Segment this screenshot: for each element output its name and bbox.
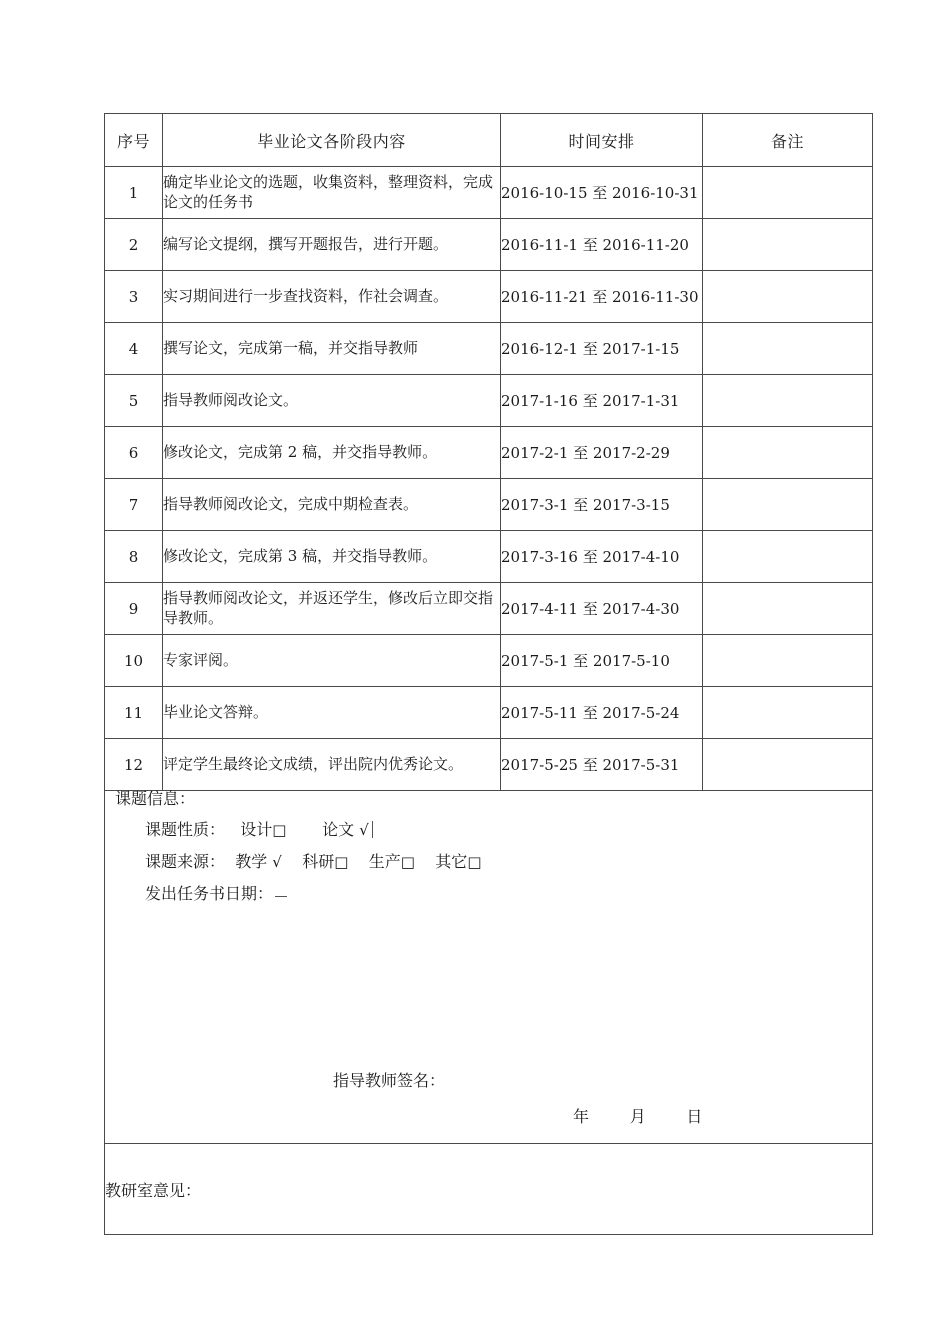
row-remark <box>703 167 873 219</box>
row-remark <box>703 531 873 583</box>
row-remark <box>703 375 873 427</box>
row-index: 4 <box>105 323 163 375</box>
row-stage: 专家评阅。 <box>163 635 501 687</box>
thesis-schedule-table <box>104 113 873 1235</box>
row-index: 2 <box>105 219 163 271</box>
row-time: 2017-1-16 至 2017-1-31 <box>501 375 703 427</box>
table-row <box>105 323 873 375</box>
option-other-label: 其它 <box>435 852 468 871</box>
row-index: 3 <box>105 271 163 323</box>
table-row <box>105 479 873 531</box>
topic-nature-line <box>105 821 872 838</box>
table-row <box>105 375 873 427</box>
table-row <box>105 531 873 583</box>
row-index: 8 <box>105 531 163 583</box>
row-stage: 编写论文提纲，撰写开题报告，进行开题。 <box>163 219 501 271</box>
row-stage: 修改论文，完成第 2 稿，并交指导教师。 <box>163 427 501 479</box>
table-row <box>105 167 873 219</box>
row-stage: 撰写论文，完成第一稿，并交指导教师 <box>163 323 501 375</box>
row-time: 2016-12-1 至 2017-1-15 <box>501 323 703 375</box>
supervisor-signature-label: 指导教师签名： <box>333 1071 446 1090</box>
row-index: 1 <box>105 167 163 219</box>
header-cell-stage: 毕业论文各阶段内容 <box>163 114 501 167</box>
topic-source-label: 课题来源： <box>145 852 226 871</box>
row-index: 10 <box>105 635 163 687</box>
row-time: 2017-3-16 至 2017-4-10 <box>501 531 703 583</box>
row-index: 9 <box>105 583 163 635</box>
topic-source-line <box>105 854 872 870</box>
row-stage: 毕业论文答辩。 <box>163 687 501 739</box>
row-stage: 确定毕业论文的选题，收集资料，整理资料，完成论文的任务书 <box>163 167 501 219</box>
row-stage: 实习期间进行一步查找资料，作社会调查。 <box>163 271 501 323</box>
row-time: 2017-5-1 至 2017-5-10 <box>501 635 703 687</box>
table-row <box>105 739 873 791</box>
row-time: 2017-5-25 至 2017-5-31 <box>501 739 703 791</box>
table-row <box>105 687 873 739</box>
header-cell-remark: 备注 <box>703 114 873 167</box>
header-cell-no: 序号 <box>105 114 163 167</box>
department-opinion-cell: 教研室意见： <box>105 1144 873 1235</box>
row-stage: 指导教师阅改论文，完成中期检查表。 <box>163 479 501 531</box>
row-remark <box>703 479 873 531</box>
row-stage: 指导教师阅改论文。 <box>163 375 501 427</box>
topic-info-row <box>105 791 873 1144</box>
row-stage: 指导教师阅改论文，并返还学生，修改后立即交指导教师。 <box>163 583 501 635</box>
row-index: 12 <box>105 739 163 791</box>
checkbox-research-icon[interactable]: □ <box>334 853 349 871</box>
option-production-label: 生产 <box>368 852 401 871</box>
table-row <box>105 271 873 323</box>
text-cursor <box>372 821 373 838</box>
row-time: 2016-11-21 至 2016-11-30 <box>501 271 703 323</box>
table-header-row <box>105 114 873 167</box>
topic-info-title: 课题信息： <box>115 789 196 808</box>
row-index: 5 <box>105 375 163 427</box>
row-time: 2016-11-1 至 2016-11-20 <box>501 219 703 271</box>
option-design-label: 设计 <box>240 820 273 839</box>
row-time: 2017-5-11 至 2017-5-24 <box>501 687 703 739</box>
row-index: 6 <box>105 427 163 479</box>
table-row <box>105 635 873 687</box>
option-thesis-label: 论文 <box>322 820 355 839</box>
option-research-label: 科研 <box>302 852 335 871</box>
header-cell-time: 时间安排 <box>501 114 703 167</box>
row-index: 11 <box>105 687 163 739</box>
row-remark <box>703 687 873 739</box>
row-stage: 评定学生最终论文成绩，评出院内优秀论文。 <box>163 739 501 791</box>
row-time: 2017-2-1 至 2017-2-29 <box>501 427 703 479</box>
option-teaching-label: 教学 <box>235 852 268 871</box>
row-remark <box>703 271 873 323</box>
checkbox-design-icon[interactable]: □ <box>272 821 287 839</box>
table-row <box>105 219 873 271</box>
row-stage: 修改论文，完成第 3 稿，并交指导教师。 <box>163 531 501 583</box>
row-remark <box>703 583 873 635</box>
row-remark <box>703 635 873 687</box>
row-time: 2017-4-11 至 2017-4-30 <box>501 583 703 635</box>
department-opinion-row <box>105 1144 873 1235</box>
row-time: 2017-3-1 至 2017-3-15 <box>501 479 703 531</box>
row-remark <box>703 219 873 271</box>
row-remark <box>703 323 873 375</box>
row-time: 2016-10-15 至 2016-10-31 <box>501 167 703 219</box>
row-remark <box>703 427 873 479</box>
checkmark-thesis-icon[interactable]: √ <box>359 821 369 839</box>
table-row <box>105 427 873 479</box>
checkbox-production-icon[interactable]: □ <box>400 853 415 871</box>
row-remark <box>703 739 873 791</box>
issue-date-label: 发出任务书日期： <box>145 884 274 903</box>
date-ymd-line: 年 月 日 <box>573 1107 703 1126</box>
topic-nature-label: 课题性质： <box>145 820 226 839</box>
row-index: 7 <box>105 479 163 531</box>
checkmark-teaching-icon[interactable]: √ <box>272 853 282 871</box>
issue-date-field[interactable] <box>275 896 287 897</box>
checkbox-other-icon[interactable]: □ <box>467 853 482 871</box>
table-row <box>105 583 873 635</box>
topic-info-cell <box>105 791 873 1144</box>
issue-date-line <box>105 886 872 902</box>
